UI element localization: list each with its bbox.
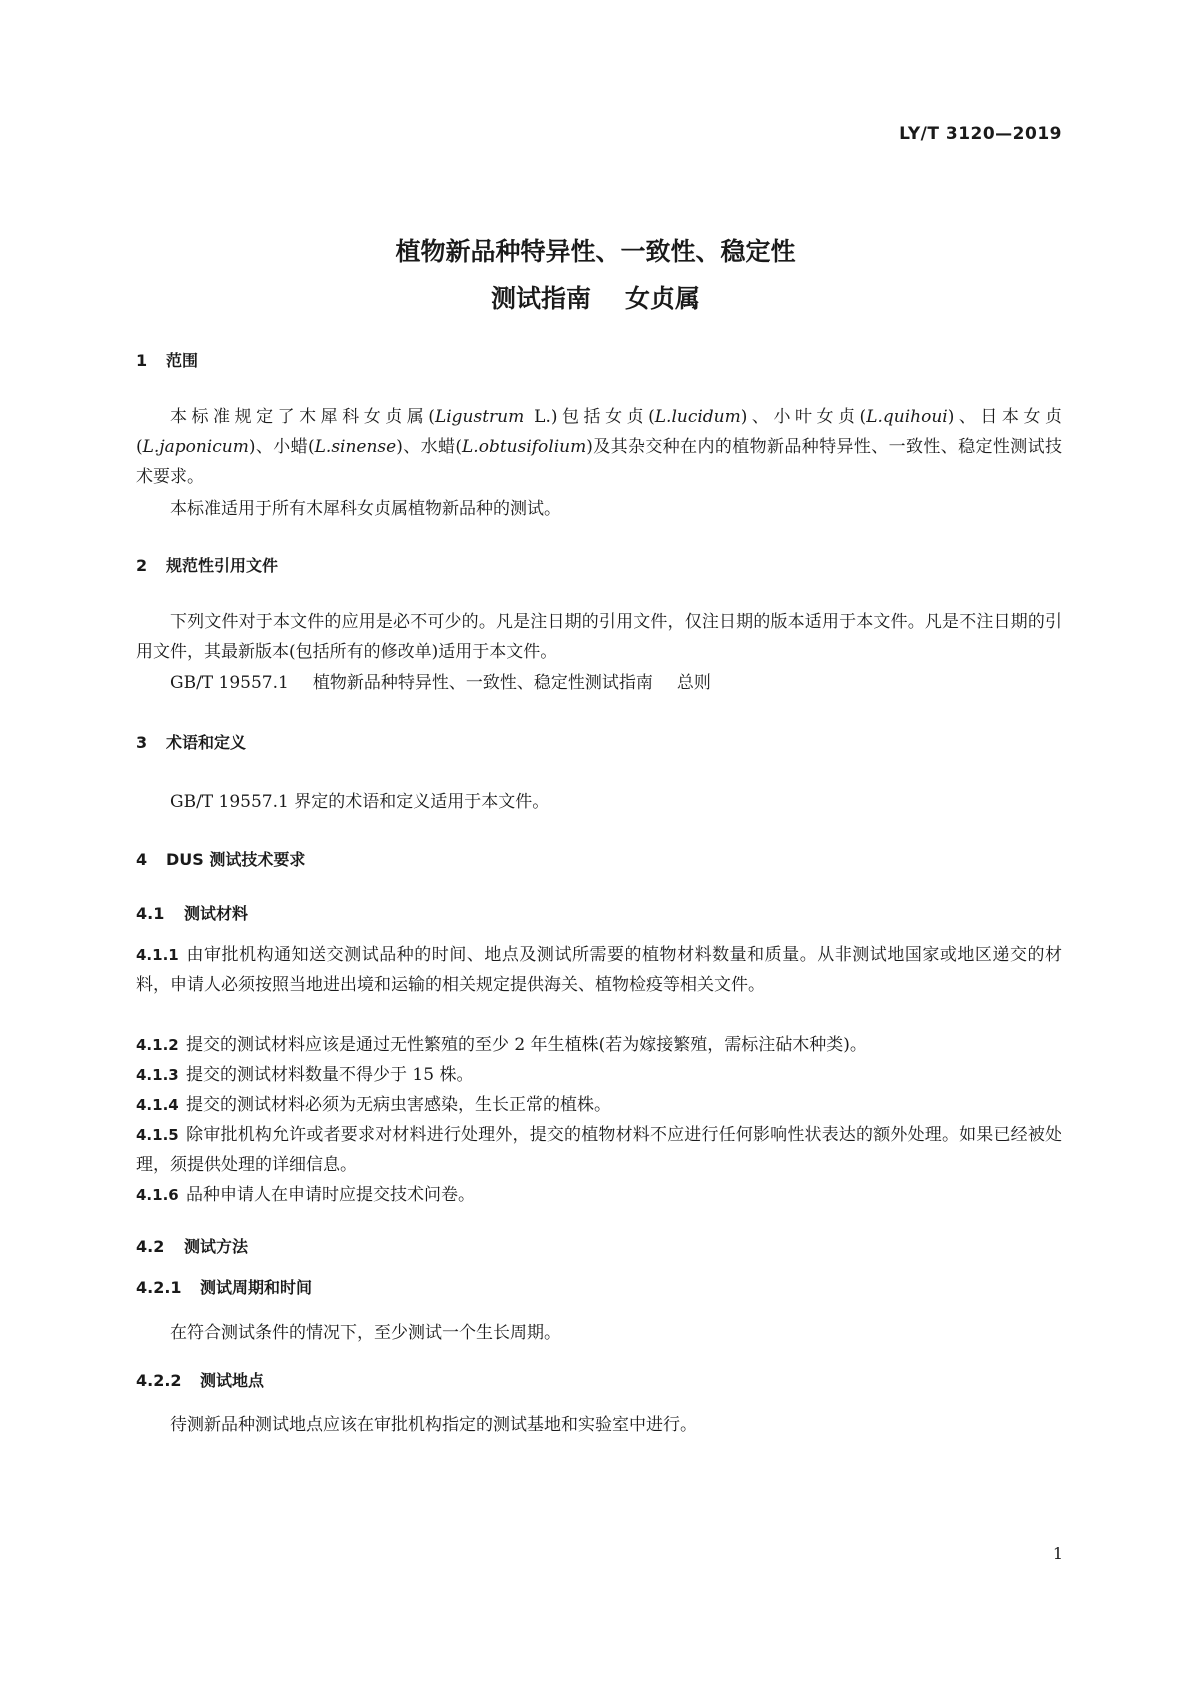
page-number: 1 bbox=[1052, 1544, 1063, 1563]
section-title: 测试周期和时间 bbox=[200, 1278, 313, 1297]
clause-text: 提交的测试材料应该是通过无性繁殖的至少 2 年生植株(若为嫁接繁殖，需标注砧木种类)。 bbox=[186, 1035, 867, 1055]
section-4-1-heading bbox=[136, 901, 248, 924]
clause-4-1-5 bbox=[136, 1120, 1062, 1180]
reference-title: 植物新品种特异性、一致性、稳定性测试指南 bbox=[312, 673, 653, 693]
section-title: 测试方法 bbox=[184, 1237, 249, 1256]
clause-text: 品种申请人在申请时应提交技术问卷。 bbox=[186, 1185, 475, 1205]
clause-number: 4.1.2 bbox=[136, 1036, 179, 1054]
section-title: 测试地点 bbox=[200, 1371, 265, 1390]
section-3-paragraph-1: GB/T 19557.1 界定的术语和定义适用于本文件。 bbox=[170, 792, 550, 812]
section-title: 测试材料 bbox=[184, 904, 249, 923]
section-number: 4.2 bbox=[136, 1237, 165, 1256]
genus-name: Ligustrum bbox=[434, 407, 525, 427]
section-number: 4.2.1 bbox=[136, 1278, 182, 1297]
document-title bbox=[0, 228, 1191, 322]
title-line-2b: 女贞属 bbox=[625, 284, 701, 313]
section-2-heading bbox=[136, 553, 278, 576]
clause-number: 4.1.4 bbox=[136, 1096, 179, 1114]
reference-title-part: 总则 bbox=[676, 673, 711, 693]
section-4-2-1-heading bbox=[136, 1275, 312, 1298]
clause-4-1-1 bbox=[136, 940, 1062, 1000]
normative-reference bbox=[170, 668, 711, 693]
clause-number: 4.1.1 bbox=[136, 946, 179, 964]
species-name: L.lucidum bbox=[654, 407, 741, 427]
section-title: 术语和定义 bbox=[166, 733, 247, 752]
section-title: DUS 测试技术要求 bbox=[166, 850, 306, 869]
section-1-paragraph-2: 本标准适用于所有木犀科女贞属植物新品种的测试。 bbox=[170, 499, 561, 519]
clause-number: 4.1.6 bbox=[136, 1186, 179, 1204]
reference-code: GB/T 19557.1 bbox=[170, 673, 289, 693]
clause-number: 4.1.5 bbox=[136, 1126, 179, 1144]
section-4-2-2-heading bbox=[136, 1368, 264, 1391]
clause-text: 提交的测试材料数量不得少于 15 株。 bbox=[186, 1065, 474, 1085]
title-line-1: 植物新品种特异性、一致性、稳定性 bbox=[395, 237, 796, 266]
title-line-2a: 测试指南 bbox=[490, 284, 591, 313]
clause-text: 由审批机构通知送交测试品种的时间、地点及测试所需要的植物材料数量和质量。从非测试地国家或地区递交的材料，申请人必须按照当地进出境和运输的相关规定提供海关、植物检疫等相关文件。 bbox=[136, 945, 1062, 995]
section-3-heading bbox=[136, 730, 246, 753]
clause-4-1-2 bbox=[136, 1030, 1062, 1060]
section-number: 1 bbox=[136, 351, 148, 370]
section-1-paragraph-1: 本标准规定了木犀科女贞属(Ligustrum L.)包括女贞(L.lucidum)、小叶女贞(L.quihoui)、日本女贞(L.japonicum)、小蜡(L.sinense)、水蜡(L.obtusifolium)及其杂交种在内的植物新品种特异性、一致性、稳定性测试技术要求。 bbox=[136, 407, 1063, 487]
section-4-2-heading bbox=[136, 1234, 248, 1257]
section-title: 规范性引用文件 bbox=[166, 556, 279, 575]
clause-4-1-4 bbox=[136, 1090, 1062, 1120]
section-number: 4.1 bbox=[136, 904, 165, 923]
clause-number: 4.1.3 bbox=[136, 1066, 179, 1084]
section-number: 3 bbox=[136, 733, 148, 752]
clause-text: 提交的测试材料必须为无病虫害感染，生长正常的植株。 bbox=[186, 1095, 611, 1115]
species-name: L.quihoui bbox=[866, 407, 948, 427]
species-name: L.japonicum bbox=[142, 437, 249, 457]
section-4-2-2-paragraph: 待测新品种测试地点应该在审批机构指定的测试基地和实验室中进行。 bbox=[170, 1415, 697, 1435]
section-1-heading bbox=[136, 348, 198, 371]
section-title: 范围 bbox=[166, 351, 199, 370]
section-4-2-1-paragraph: 在符合测试条件的情况下，至少测试一个生长周期。 bbox=[170, 1323, 561, 1343]
species-name: L.obtusifolium bbox=[462, 437, 587, 457]
species-name: L.sinense bbox=[314, 437, 397, 457]
section-number: 2 bbox=[136, 556, 148, 575]
clause-4-1-6 bbox=[136, 1180, 1062, 1210]
section-4-heading bbox=[136, 847, 305, 870]
standard-code: LY/T 3120—2019 bbox=[899, 124, 1062, 144]
clause-text: 除审批机构允许或者要求对材料进行处理外，提交的植物材料不应进行任何影响性状表达的额外处理。如果已经被处理，须提供处理的详细信息。 bbox=[136, 1125, 1062, 1175]
clause-4-1-3 bbox=[136, 1060, 1062, 1090]
section-number: 4 bbox=[136, 850, 148, 869]
title-line-2 bbox=[0, 275, 1191, 322]
section-2-paragraph-1: 下列文件对于本文件的应用是必不可少的。凡是注日期的引用文件，仅注日期的版本适用于本文件。凡是不注日期的引用文件，其最新版本(包括所有的修改单)适用于本文件。 bbox=[136, 612, 1062, 662]
section-number: 4.2.2 bbox=[136, 1371, 182, 1390]
